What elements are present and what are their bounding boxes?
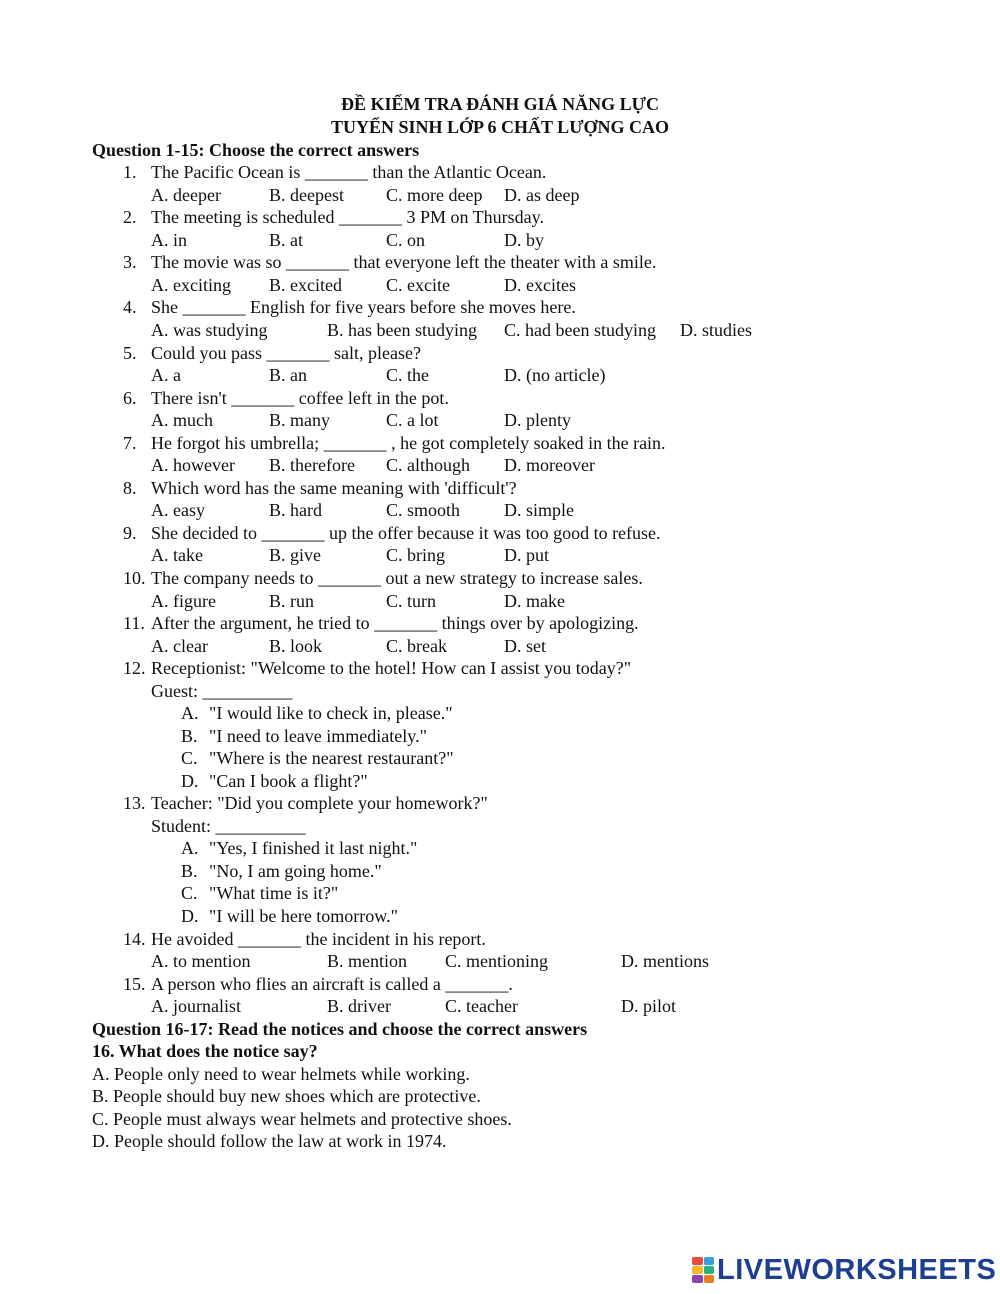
option-d[interactable]: D. (no article)	[504, 365, 606, 385]
option-d[interactable]: D. People should follow the law at work in 1974.	[92, 1131, 447, 1151]
question-number: 15.	[123, 974, 146, 994]
logo-squares-icon	[692, 1257, 714, 1283]
option-b[interactable]: B. many	[269, 410, 330, 430]
option-b[interactable]: B. look	[269, 636, 323, 656]
option-letter-a: A.	[181, 703, 199, 723]
option-d[interactable]: D. as deep	[504, 185, 580, 205]
logo-square	[704, 1275, 715, 1283]
option-d[interactable]: D. set	[504, 636, 546, 656]
option-c[interactable]: C. although	[386, 455, 470, 475]
option-c[interactable]: "Where is the nearest restaurant?"	[209, 748, 454, 768]
option-b[interactable]: B. an	[269, 365, 307, 385]
option-a[interactable]: A. much	[151, 410, 213, 430]
question-text: She decided to _______ up the offer because it was too good to refuse.	[151, 523, 661, 543]
question-text: After the argument, he tried to _______ things over by apologizing.	[151, 613, 639, 633]
option-c[interactable]: C. on	[386, 230, 426, 250]
question-number: 9.	[123, 523, 137, 543]
option-b[interactable]: B. therefore	[269, 455, 355, 475]
option-b[interactable]: "No, I am going home."	[209, 861, 382, 881]
reply-prompt: Student: __________	[151, 816, 306, 836]
question-text: A person who flies an aircraft is called a _______.	[151, 974, 513, 994]
option-a[interactable]: "I would like to check in, please."	[209, 703, 453, 723]
question-number: 5.	[123, 343, 137, 363]
option-c[interactable]: C. bring	[386, 545, 446, 565]
option-b[interactable]: B. run	[269, 591, 314, 611]
option-d[interactable]: D. excites	[504, 275, 576, 295]
option-a[interactable]: A. a	[151, 365, 181, 385]
page-title-line2: TUYỂN SINH LỚP 6 CHẤT LƯỢNG CAO	[330, 117, 670, 137]
option-c[interactable]: "What time is it?"	[209, 883, 339, 903]
option-b[interactable]: B. mention	[327, 951, 407, 971]
option-letter-d: D.	[181, 906, 199, 926]
question-number: 6.	[123, 388, 137, 408]
logo-square	[692, 1275, 703, 1283]
question-text: Could you pass _______ salt, please?	[151, 343, 421, 363]
option-b[interactable]: "I need to leave immediately."	[209, 726, 427, 746]
option-d[interactable]: D. by	[504, 230, 544, 250]
question-text: There isn't _______ coffee left in the pot.	[151, 388, 449, 408]
logo-square	[704, 1257, 715, 1265]
question-number: 13.	[123, 793, 146, 813]
option-letter-b: B.	[181, 861, 198, 881]
question-text: The movie was so _______ that everyone left the theater with a smile.	[151, 252, 657, 272]
option-d[interactable]: D. simple	[504, 500, 574, 520]
reply-prompt: Guest: __________	[151, 681, 293, 701]
section-heading-1-15: Question 1-15: Choose the correct answers	[92, 140, 420, 160]
question-number: 8.	[123, 478, 137, 498]
option-d[interactable]: D. studies	[680, 320, 752, 340]
option-a[interactable]: A. in	[151, 230, 187, 250]
option-letter-a: A.	[181, 838, 199, 858]
question-text: Teacher: "Did you complete your homework?"	[151, 793, 488, 813]
option-d[interactable]: D. pilot	[621, 996, 677, 1016]
option-b[interactable]: B. at	[269, 230, 303, 250]
option-a[interactable]: A. to mention	[151, 951, 251, 971]
option-a[interactable]: A. was studying	[151, 320, 268, 340]
logo-square	[704, 1266, 715, 1274]
question-number: 2.	[123, 207, 137, 227]
option-c[interactable]: C. People must always wear helmets and protective shoes.	[92, 1109, 512, 1129]
question-number: 14.	[123, 929, 146, 949]
option-d[interactable]: D. plenty	[504, 410, 571, 430]
option-d[interactable]: "Can I book a flight?"	[209, 771, 368, 791]
option-c[interactable]: C. break	[386, 636, 447, 656]
option-b[interactable]: B. People should buy new shoes which are protective.	[92, 1086, 481, 1106]
question-text: He avoided _______ the incident in his report.	[151, 929, 486, 949]
logo-square	[692, 1266, 703, 1274]
option-d[interactable]: D. mentions	[621, 951, 709, 971]
option-d[interactable]: D. put	[504, 545, 549, 565]
question-number: 4.	[123, 297, 137, 317]
option-letter-b: B.	[181, 726, 198, 746]
option-a[interactable]: A. exciting	[151, 275, 231, 295]
option-b[interactable]: B. give	[269, 545, 321, 565]
option-a[interactable]: A. easy	[151, 500, 205, 520]
question-text: She _______ English for five years before she moves here.	[151, 297, 576, 317]
option-d[interactable]: "I will be here tomorrow."	[209, 906, 398, 926]
option-c[interactable]: C. smooth	[386, 500, 461, 520]
option-b[interactable]: B. deepest	[269, 185, 344, 205]
logo-square	[692, 1257, 703, 1265]
option-c[interactable]: C. mentioning	[445, 951, 548, 971]
question-16-heading: 16. What does the notice say?	[92, 1041, 318, 1061]
option-letter-c: C.	[181, 883, 198, 903]
question-number: 1.	[123, 162, 137, 182]
option-c[interactable]: C. teacher	[445, 996, 518, 1016]
option-a[interactable]: A. take	[151, 545, 203, 565]
option-c[interactable]: C. a lot	[386, 410, 439, 430]
option-b[interactable]: B. excited	[269, 275, 342, 295]
question-number: 12.	[123, 658, 146, 678]
option-letter-c: C.	[181, 748, 198, 768]
question-text: Receptionist: "Welcome to the hotel! How can I assist you today?"	[151, 658, 632, 678]
option-a[interactable]: A. deeper	[151, 185, 221, 205]
question-number: 7.	[123, 433, 137, 453]
question-text: He forgot his umbrella; _______ , he got completely soaked in the rain.	[151, 433, 666, 453]
option-a[interactable]: "Yes, I finished it last night."	[209, 838, 418, 858]
option-a[interactable]: A. People only need to wear helmets while working.	[92, 1064, 470, 1084]
question-text: The meeting is scheduled _______ 3 PM on Thursday.	[151, 207, 544, 227]
option-c[interactable]: C. the	[386, 365, 429, 385]
logo-text: LIVEWORKSHEETS	[717, 1253, 997, 1286]
question-text: Which word has the same meaning with 'difficult'?	[151, 478, 517, 498]
option-a[interactable]: A. however	[151, 455, 235, 475]
option-d[interactable]: D. make	[504, 591, 565, 611]
option-a[interactable]: A. journalist	[151, 996, 241, 1016]
option-b[interactable]: B. has been studying	[327, 320, 477, 340]
question-number: 11.	[123, 613, 145, 633]
question-text: The company needs to _______ out a new strategy to increase sales.	[151, 568, 643, 588]
question-number: 10.	[123, 568, 146, 588]
question-number: 3.	[123, 252, 137, 272]
option-a[interactable]: A. figure	[151, 591, 216, 611]
option-c[interactable]: C. more deep	[386, 185, 483, 205]
option-b[interactable]: B. hard	[269, 500, 322, 520]
option-c[interactable]: C. turn	[386, 591, 437, 611]
option-d[interactable]: D. moreover	[504, 455, 595, 475]
option-c[interactable]: C. had been studying	[504, 320, 656, 340]
option-letter-d: D.	[181, 771, 199, 791]
question-text: The Pacific Ocean is _______ than the Atlantic Ocean.	[151, 162, 547, 182]
section-heading-16-17: Question 16-17: Read the notices and choose the correct answers	[92, 1019, 588, 1039]
option-c[interactable]: C. excite	[386, 275, 450, 295]
liveworksheets-logo	[692, 1254, 996, 1286]
page-title-line1: ĐỀ KIỂM TRA ĐÁNH GIÁ NĂNG LỰC	[340, 94, 660, 114]
option-b[interactable]: B. driver	[327, 996, 391, 1016]
option-a[interactable]: A. clear	[151, 636, 208, 656]
